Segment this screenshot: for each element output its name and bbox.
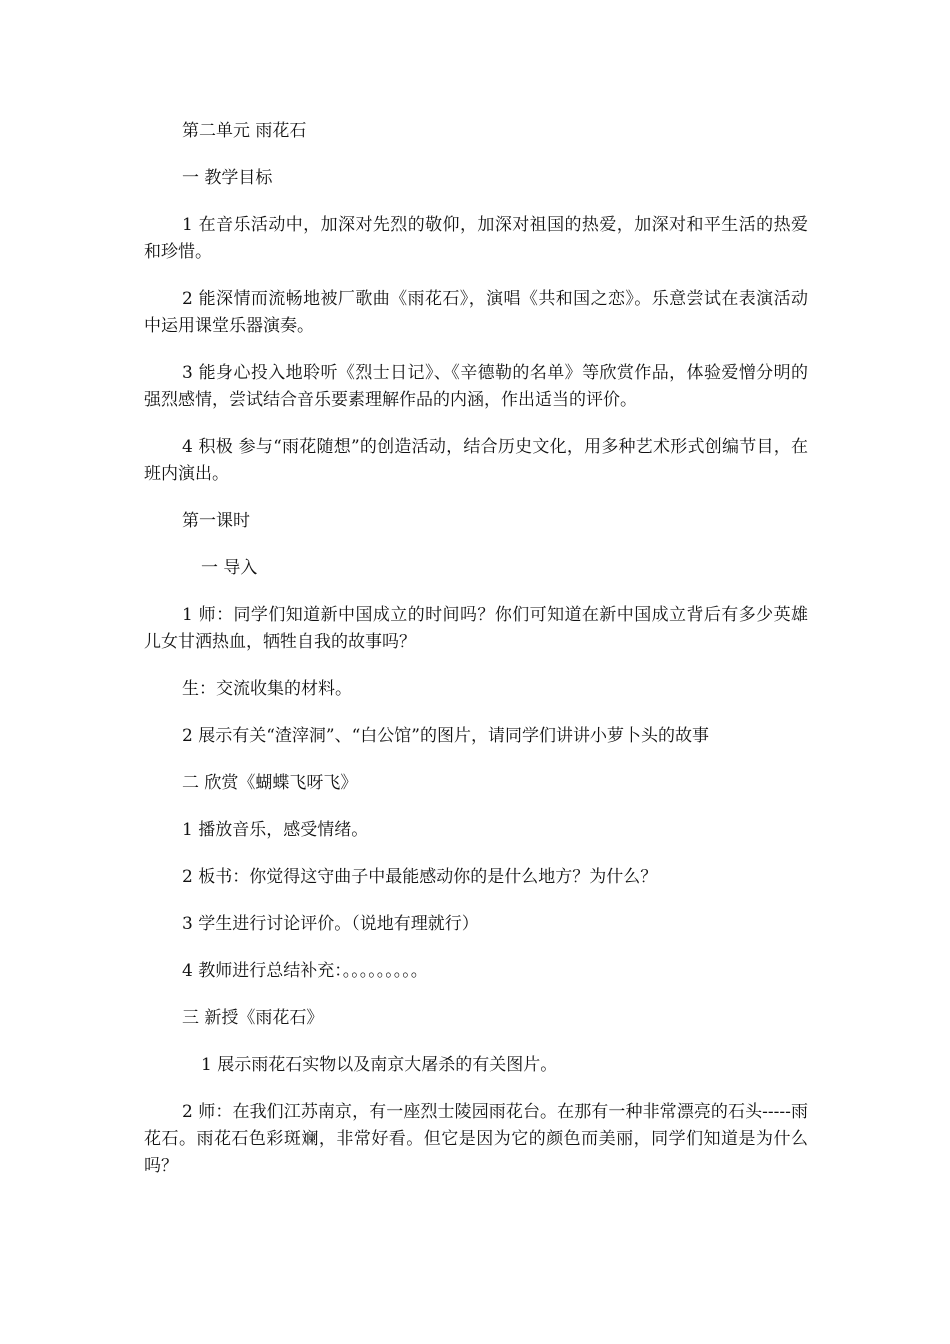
document-body bbox=[144, 118, 808, 1200]
unit-title: 第二单元 雨花石 bbox=[182, 121, 307, 141]
new-lesson-step-1: 1 展示雨花石实物以及南京大屠杀的有关图片。 bbox=[201, 1055, 558, 1075]
objective-4: 4 积极 参与“雨花随想”的创造活动，结合历史文化，用多种艺术形式创编节目，在班内演出。 bbox=[144, 437, 808, 484]
section-heading-appreciation: 二 欣赏《蝴蝶飞呀飞》 bbox=[182, 773, 358, 793]
appreciation-step-3: 3 学生进行讨论评价。（说地有理就行） bbox=[182, 914, 479, 934]
appreciation-step-2: 2 板书：你觉得这守曲子中最能感动你的是什么地方？为什么？ bbox=[182, 867, 658, 887]
lesson-heading: 第一课时 bbox=[182, 511, 250, 531]
new-lesson-step-2: 2 师：在我们江苏南京，有一座烈士陵园雨花台。在那有一种非常漂亮的石头-----雨花石。雨花石色彩斑斓，非常好看。但它是因为它的颜色而美丽，同学们知道是为什么吗？ bbox=[144, 1102, 808, 1176]
objective-1: 1 在音乐活动中，加深对先烈的敬仰，加深对祖国的热爱，加深对和平生活的热爱和珍惜。 bbox=[144, 215, 808, 262]
intro-step-2: 2 展示有关“渣滓洞”、“白公馆”的图片，请同学们讲讲小萝卜头的故事 bbox=[182, 726, 709, 746]
appreciation-step-1: 1 播放音乐，感受情绪。 bbox=[182, 820, 369, 840]
objective-3: 3 能身心投入地聆听《烈士日记》、《辛德勒的名单》等欣赏作品，体验爱憎分明的强烈感情，尝试结合音乐要素理解作品的内涵，作出适当的评价。 bbox=[144, 363, 808, 410]
section-heading-new-lesson: 三 新授《雨花石》 bbox=[182, 1008, 324, 1028]
section-heading-objectives: 一 教学目标 bbox=[182, 168, 273, 188]
objective-2: 2 能深情而流畅地被厂歌曲《雨花石》，演唱《共和国之恋》。乐意尝试在表演活动中运用课堂乐器演奏。 bbox=[144, 289, 808, 336]
section-heading-intro: 一 导入 bbox=[201, 558, 258, 578]
appreciation-step-4: 4 教师进行总结补充：。。。。。。。。。 bbox=[182, 961, 428, 981]
intro-step-1: 1 师：同学们知道新中国成立的时间吗？你们可知道在新中国成立背后有多少英雄儿女甘洒热血，牺牲自我的故事吗？ bbox=[144, 605, 808, 652]
intro-student: 生：交流收集的材料。 bbox=[182, 679, 352, 699]
